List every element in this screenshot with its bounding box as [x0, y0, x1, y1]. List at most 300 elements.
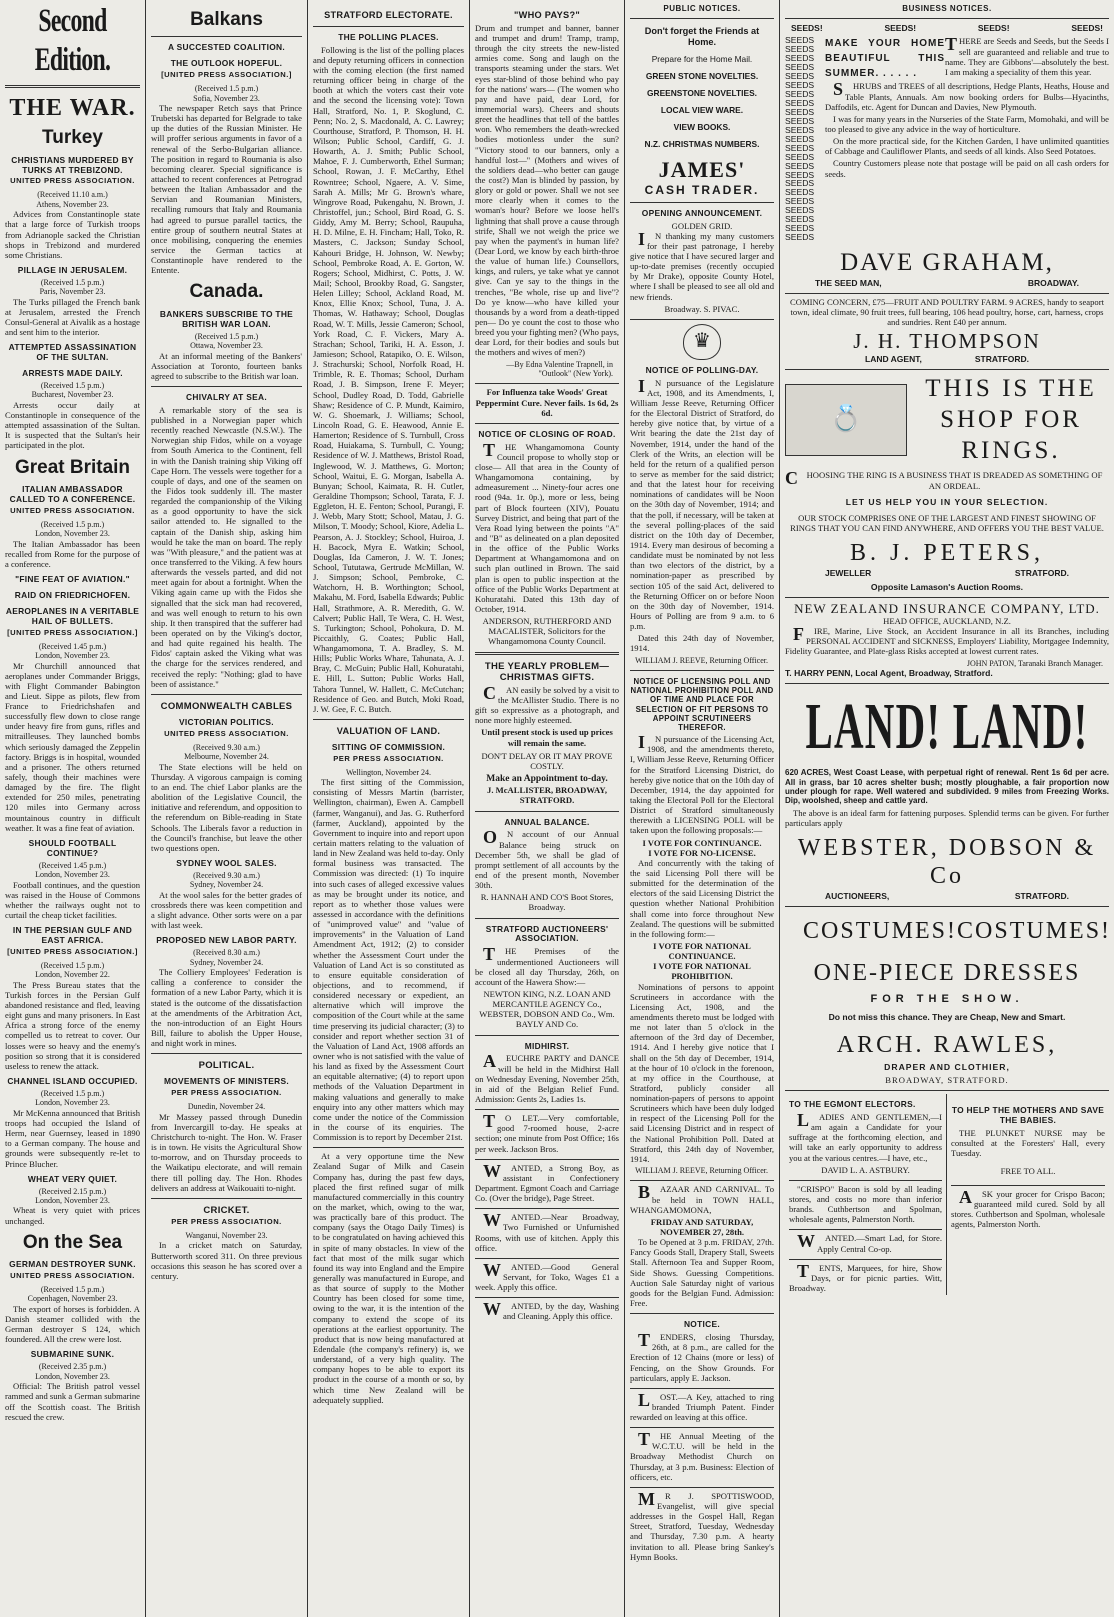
dateline: Sydney, November 24. [189, 957, 264, 967]
source-line: UNITED PRESS ASSOCIATION. [10, 176, 135, 186]
advert-text: DON'T DELAY OR IT MAY PROVE COSTLY. [481, 750, 613, 771]
advert-headline: THIS IS THE [925, 374, 1097, 402]
advertiser-name: B. J. PETERS, [849, 540, 1045, 567]
classified-ad: THE Annual Meeting of the W.C.T.U. will be held in the Broadway Methodist Church on Thursday, at 3 p.m. Business: Election of officers, etc. [630, 1429, 774, 1482]
seeds-repeat-word: SEEDS [785, 205, 815, 216]
small-ads-right [947, 1094, 1109, 1295]
divider [475, 1035, 619, 1036]
seeds-repeat-word: SEEDS [785, 62, 815, 73]
divider [785, 906, 1109, 907]
headline: STRATFORD ELECTORATE. [324, 10, 453, 20]
dateline: London, November 23. [35, 1371, 110, 1381]
headline: ATTEMPTED ASSASSINATION OF THE SULTAN. [8, 342, 137, 363]
headline: SHOULD FOOTBALL CONTINUE? [28, 837, 117, 858]
seeds-repeat-word: SEEDS [785, 124, 815, 135]
notice-signature: WILLIAM J. REEVE, Returning Officer. [635, 655, 768, 665]
received-line: (Received 1.5 p.m.) [194, 331, 259, 341]
advert-headline: RINGS. [961, 437, 1061, 465]
divider [475, 1208, 619, 1209]
dateline: Paris, November 23. [39, 287, 106, 297]
article-text: The first sitting of the Commission, consisting of Messrs Martin (barrister, Wellington, chairman), Ewen A. Campbell (farmer, Wanganui), and Jas. G. Rutherford (farmer, Auckland), appointed by the Government to inquire into and report upon certain matters relating to the valuation of land in New Zealand was held to-day. Only formal business was transacted. The Commission was directed: (1) To inquire into such cases of alleged excessive values as may be brought under its notice, and report as to whether those values were assessed in accordance with the definitions of "unimproved value" and "value of improvements" in the Valuation of Land Amendment Act, 1912; (2) to consider whether the Assessment Court under the Valuation of Land Act is so constituted as to ensure equitable consideration of objections, and to recommend, if considered necessary or expedient, an alternative which will improve the composition of the Court while at the same time preserving its judicial character; (3) to consider and report whether section 31 of the Valuation of Land Act, 1908 affords an owner who is not satisfied with the value of his land as fixed by the Assessment Court an equitable alternative; (4) to report upon methods of the Valuation Department in making valuations and generally to make enquiry into any other matters which may come under the notice of the Commission in the course of its enquiries. The Commission is to report by December 21st. [313, 777, 464, 1143]
notice-text: IN thanking my many customers for their past patronage, I hereby give notice that I have secured larger and up-to-date premises (recently occupied by Mr Drake), opposite County Hotel, where I shall be pleased to see all old and new friends. [630, 228, 774, 302]
advert-headline: ONE-PIECE DRESSES [813, 960, 1081, 987]
dateline: Bucharest, November 23. [31, 390, 114, 400]
divider [630, 202, 774, 203]
dateline: Athens, November 23. [36, 199, 109, 209]
received-line: (Received 8.30 a.m.) [193, 948, 260, 958]
advertiser-location: STRATFORD. [1014, 567, 1069, 578]
received-line: (Received 1.5 p.m.) [40, 1285, 105, 1294]
dateline: London, November 22. [35, 970, 110, 980]
column-header: PUBLIC NOTICES. [663, 4, 741, 13]
source-line: [UNITED PRESS ASSOCIATION.] [7, 627, 138, 637]
dateline: Copenhagen, November 23. [27, 1294, 118, 1304]
costumes-headline [785, 917, 1112, 945]
headline: SYDNEY WOOL SALES. [176, 858, 277, 868]
seeds-repeat-word: SEEDS [785, 196, 815, 207]
advert-text: 620 ACRES, West Coast Lease, with perpetual right of renewal. Rent 1s 6d per acre. All in grass, bar 10 acres shelter bush; mostly ploughable, a fair proportion now under plough for rape. Well watered and subdivided. 9 miles from Freezing Works. Dip, woolshed, sheep and cattle yard. [785, 768, 1109, 806]
article-text: Advices from Constantinople state that a large force of Turkish troops from Adrianople sacked the Christian shops in Trebizond and murdered some Christians. [5, 209, 140, 260]
classified-ad: WANTED.—Smart Lad, for Store. Apply Central Co-op. [797, 1231, 942, 1254]
notice-heading: STRATFORD AUCTIONEERS' ASSOCIATION. [485, 923, 609, 944]
advert-subheadline: FOR THE SHOW. [870, 993, 1024, 1006]
advert-text: For Influenza take Woods' Great Peppermint Cure. Never fails. 1s 6d, 2s 6d. [475, 387, 619, 418]
small-ads-left [785, 1094, 947, 1295]
advertiser-location: HEAD OFFICE, AUCKLAND, N.Z. [883, 615, 1011, 626]
advert-line: LOCAL VIEW WARE. [660, 104, 744, 115]
divider [785, 683, 1109, 684]
notice-list: NEWTON KING, N.Z. LOAN AND MERCANTILE AGENCY Co., WEBSTER, DOBSON AND Co., Wm. BAYLY AND Co. [479, 988, 615, 1030]
notice-date: Dated this 24th day of November, 1914. [630, 633, 774, 654]
notice-heading: MIDHIRST. [524, 1040, 570, 1051]
advertiser-location: BROADWAY. [1027, 277, 1079, 288]
advert-line: VIEW BOOKS. [673, 121, 731, 132]
seeds-header-row [785, 23, 1109, 33]
advert-text: The above is an ideal farm for fattening purposes. Splendid terms can be given. For further particulars apply [785, 807, 1109, 829]
headline: "WHO PAYS?" [513, 10, 581, 20]
advertiser-location: BROADWAY, STRATFORD. [885, 1074, 1009, 1085]
notice-heading: ANNUAL BALANCE. [504, 816, 590, 827]
notice-text: IN pursuance of the Legislature Act, 1908, and its Amendments, I, William Jesse Reeve, Returning Officer for the Electoral District of Stratford, do hereby give notice that, by virtue of a Writ bearing the date the 21st day of November, 1914, under the hand of the Clerk of the Writs, an election will be held for the return of a qualified person to serve as member for the said district; and that the latest hour for receiving nominations of candidates will be Noon on the 30th day of November, 1914; and that the poll, if necessary, will be taken at the several polling-places of the said district on the 10th day of December, 1914. Every man desirous of becoming a candidate must be nominated by not less than two electors of the district, by a nomination-paper as prescribed by section 105 of the said Act, delivered to the Returning Officer on or before Noon on the 30th day of November, 1914. Hours of Polling are from 9 a.m. to 6 p.m. [630, 375, 774, 632]
divider [151, 1198, 302, 1199]
notice-subheading: GOLDEN GRID. [671, 220, 733, 231]
notice-signature: R. HANNAH AND CO'S Boot Stores, Broadway. [480, 892, 614, 913]
article-text: The export of horses is forbidden. A Danish steamer collided with the German destroyer S 124, which foundered. All the crew were lost. [5, 1303, 140, 1345]
advert-signature: T. HARRY PENN, Local Agent, Broadway, Stratford. [785, 667, 993, 678]
headline: "FINE FEAT OF AVIATION." [15, 574, 130, 585]
seeds-repeat-word: SEEDS [785, 80, 815, 91]
divider [785, 293, 1109, 294]
section-cricket: CRICKET. [203, 1204, 250, 1216]
received-line: (Received 1.5 p.m.) [194, 84, 259, 94]
dateline: Wellington, November 24. [345, 767, 432, 777]
divider [785, 369, 1109, 370]
source-line: [UNITED PRESS ASSOCIATION.] [7, 946, 138, 956]
article-text: The Turks pillaged the French bank at Jerusalem, arrested the French Consul-General at Aivalik as a hostage and sent him to the interior. [5, 296, 140, 338]
seeds-repeat-word: SEEDS [785, 106, 815, 117]
home-mail-advert [630, 26, 774, 149]
notice-text: And concurrently with the taking of the said Licensing Poll there will be submitted for the determination of the electors of the said Licensing District the question whether National Prohibition shall come into force throughout New Zealand. The questions will be submitted in the following form:— [630, 857, 774, 939]
divider [475, 1159, 619, 1160]
rings-illustration-icon: 💍 [785, 384, 907, 456]
headline: GERMAN DESTROYER SUNK. [9, 1259, 136, 1270]
seeds-repeat-word: SEEDS [785, 187, 815, 198]
divider [789, 1259, 942, 1260]
notice-heading: TO HELP THE MOTHERS AND SAVE THE BABIES. [951, 1105, 1105, 1126]
advertiser-tagline: JEWELLER [825, 567, 872, 578]
advertiser-address [785, 891, 1109, 901]
divider [630, 319, 774, 320]
subheadline: THE POLLING PLACES. [338, 31, 439, 42]
divider [151, 36, 302, 37]
notice-date: FRIDAY AND SATURDAY, NOVEMBER 27, 28th. [650, 1216, 754, 1238]
section-great-britain: Great Britain [14, 456, 131, 478]
divider [789, 1180, 942, 1181]
ballot-option: I VOTE FOR NO-LICENSE. [648, 847, 756, 858]
advert-text: Country Customers please note that postage will be paid on all cash orders for seeds. [825, 158, 1109, 179]
seeds-repeat-word: SEEDS [785, 44, 815, 55]
advert-text: "CRISPO" Bacon is sold by all leading stores, and costs no more than inferior brands. Cuthbertson and Spolman, wholesale agents, Palmerston North. [789, 1183, 942, 1225]
notice-text: To be Opened at 3 p.m. FRIDAY, 27th. Fancy Goods Stall, Drapery Stall, Sweets Stall. Afternoon Tea and Supper Room, Side Shows. Guessing Competitions. Auction Sale Saturday night of various goods for the Belgian Fund. Admission: Free. [630, 1237, 774, 1309]
notice-text: BAZAAR AND CARNIVAL. To be held in TOWN HALL, WHANGAMOMONA, [630, 1182, 774, 1215]
article-text: The newspaper Retch says that Prince Trubetski has departed for Belgrade to take up the duties of the Russian Minister. He will proffer serious arguments in favor of a renewal of the Serbo-Bulgarian alliance. The position in regard to Roumania is also becoming clearer. Special significance is attached to recent conferences at Petrograd between the Italian Ambassador and the Servian and Roumanian Ministers, recalling rumours that Italy and Roumania had agreed to pursue parallel tactics, the entire group of southern neutral States at once mobilising, conquering the enemies service the German tactics at Constantinople have rendered to the Entente. [151, 103, 302, 276]
divider [5, 85, 140, 88]
advert-text: I was for many years in the Nurseries of the State Farm, Momohaki, and will be too pleased to give any advice in the way of horticulture. [825, 113, 1109, 135]
advert-text: Until present stock is used up prices will remain the same. [481, 727, 613, 748]
advert-text: Do not miss this chance. They are Cheap, New and Smart. [828, 1012, 1066, 1023]
headline: MOVEMENTS OF MINISTERS. [163, 1076, 290, 1087]
headline: A SUCCESTED COALITION. [167, 42, 286, 53]
advert-text: COMING CONCERN, £75—FRUIT AND POULTRY FARM. 9 ACRES, handy to seaport town, ideal climate, 90 fruit trees, full bearing, 106 head poultry, horse, cart, harness, crops and sundries. Rent £40 per annum. [790, 296, 1104, 327]
advertiser-name: WEBSTER, DOBSON & Co [797, 835, 1097, 890]
classified-ad: WANTED.—Good General Servant, for Toko, Wages £1 a week. Apply this office. [475, 1259, 619, 1293]
divider [313, 719, 464, 720]
dateline: Melbourne, November 24. [184, 752, 269, 762]
advertiser-tagline: DRAPER AND CLOTHIER, [884, 1061, 1010, 1072]
seeds-repeat-word: SEEDS [785, 142, 815, 153]
notice-text: THE PLUNKET NURSE may be consulted at the Foresters' Hall, every Tuesday. [951, 1127, 1105, 1159]
column-electorate [308, 0, 470, 1617]
classified-ad: MR J. SPOTTISWOOD, Evangelist, will give special addresses in the Gospel Hall, Regan Street, Stratford, Tuesday, Wednesday and Thursday, 7.30 p.m. A hearty invitation to all. Please bring Sankey's Hymn Books. [630, 1488, 774, 1562]
divider [630, 1313, 774, 1314]
seeds-advert-body [821, 36, 1109, 242]
seeds-repeat-word: SEEDS [785, 53, 815, 64]
notice-text: AEUCHRE PARTY and DANCE will be held in the Midhirst Hall on Wednesday Evening, November 25th, in aid of the Belgian Relief Fund. Admission: Gents 2s, Ladies 1s. [475, 1051, 619, 1104]
divider [630, 1388, 774, 1389]
section-canada: Canada. [189, 281, 264, 303]
advertiser-tagline: THE SEED MAN, [815, 277, 882, 288]
received-line: (Received 1.5 p.m.) [40, 1088, 105, 1098]
dateline: Sydney, November 24. [189, 880, 264, 890]
divider [630, 1180, 774, 1181]
subheadline: RAID ON FRIEDRICHOFEN. [14, 589, 131, 600]
notice-signature: Broadway. S. PIVAC. [664, 303, 740, 314]
advertiser-address [785, 568, 1109, 578]
advertiser-tagline: CASH TRADER. [644, 182, 760, 197]
divider [630, 1427, 774, 1428]
ballot-option: I VOTE FOR CONTINUANCE. [642, 837, 762, 848]
dateline: Dunedin, November 24. [187, 1102, 266, 1112]
notice-heading: OPENING ANNOUNCEMENT. [641, 207, 763, 218]
advert-signature: JOHN PATON, Taranaki Branch Manager. [966, 658, 1103, 668]
advert-headline: COSTUMES! [803, 917, 958, 944]
article-text: A remarkable story of the sea is published in a Norwegian paper which recently reached Newcastle (N.S.W.). The Norwegian ship Fidos, while on a voyage from South America to the Continent, fell in with the Danish training ship Viking off Cape Horn. The vessels were together for a couple of days, and one of the seamen on the Fidos took suddenly ill. The master regarded the companionship of the Viking as a good opportunity to have the sick sailor attended to. He signalled to the captain of the Danish ship, asking him would he take the man on board. The reply was "With pleasure," and the patient was at once transferred to the Viking. A few hours afterwards the vessels parted, and did not meet again for about a fortnight. When the Viking again came up with the Fidos she signalled that the sick man had recovered, and was well enough to return to his own ship. It then transpired that the sufferer had been operated on by the Viking's doctor, and had quite regained his health. The Fidos' captain asked the Viking what was the charge for the services rendered, and received the reply: "Nothing; glad to have been of assistance." [151, 404, 302, 689]
column-poem-notices [470, 0, 625, 1617]
advert-headline: SHOP FOR [940, 405, 1082, 433]
received-line: (Received 9.30 a.m.) [193, 870, 260, 880]
seeds-header: SEEDS! [1071, 23, 1103, 34]
headline: IN THE PERSIAN GULF AND EAST AFRICA. [12, 925, 133, 946]
article-text: Official: The British patrol vessel rammed and sunk a German submarine off the Scottish coast. The British rescued the crew. [5, 1381, 140, 1422]
subheadline: VICTORIAN POLITICS. [179, 717, 274, 727]
dateline: Wanganui, November 23. [185, 1231, 268, 1241]
seeds-repeat-word: SEEDS [785, 89, 815, 100]
divider [151, 1053, 302, 1054]
article-text: At a very opportune time the New Zealand Sugar of Milk and Casein Company has, during the past few days, placed the first refined sugar of milk manufactured commercially in this country on the market, which, owing to the war, was practically bare of this product. The company (says the Otago Daily Times) is to be congratulated on having achieved this in spite of many obstacles. In view of the fact that most of the milk sugar which found its way into England and the Empire generally was manufactured in Europe, and as that source of supply to the Mother Country has been closed for some time, owing to the war, it is the intention of the company to extend the scope of its operations at the earliest opportunity. The product that is now being manufactured at Edendale (the company's refinery) is, we understand, of a very high quality. The company hopes to be able to export its product in the course of a month or so, by which time New Zealand will be adequately supplied. [313, 1151, 464, 1405]
seeds-repeat-word: SEEDS [785, 98, 815, 109]
advertiser-address [785, 354, 1109, 364]
received-line: (Received 1.5 p.m.) [40, 960, 105, 970]
notice-text: ON account of our Annual Balance being struck on December 5th, we shall be glad of prompt settlement of all accounts by the end of the present month, November 30th. [475, 827, 619, 891]
article-text: Mr Churchill announced that aeroplanes under Commander Briggs, with Flight Commander Babington and Lieut. Sippe as pilots, flew from France to Friedrichshafen and successfully flew down to close range under heavy fire from guns, rifles and mitrailleuses. They launched bombs which seriously damaged the Zeppelin factory. Briggs is in hospital, wounded and a prisoner. The others returned safely, though their machines were damaged by the fire. The flight extended for 250 miles, penetrating 120 miles into Germany across mountainous country in difficult weather. It was a fine feat of aviation. [5, 660, 140, 833]
advert-slogan: MAKE YOUR HOME BEAUTIFUL THIS SUMMER. . . . . . [825, 38, 945, 80]
received-line: (Received 11.10 a.m.) [37, 190, 108, 200]
subheadline: ARRESTS MADE DAILY. [22, 368, 123, 379]
notice-text: THE Whangamomona County Council propose to wholly stop or close— All that area in the County of Whangamomona containing, by admeasurement ... Ninety-four acres one rood (94a. 1r. 0p.), more or less, being part of Block fourteen (XIV), Pouatu Survey District, and being that part of the Vera Road lying between the points "A" and "B" as delineated on a plan deposited in the office of the Public Works Department at Whangamomona and on such plan outlined in Brown. The said plan is open to public inspection at the office of the Public Works Department at Kohuratahi. Dated this 13th day of October, 1914. [475, 439, 619, 614]
headline: COMMONWEALTH CABLES [160, 700, 293, 712]
notice-heading: NOTICE. [683, 1319, 721, 1330]
article-text: The State elections will be held on Thursday. A vigorous campaign is coming to an end. The chief Labor planks are the abolition of the Legislative Council, the initiative and referendum, and opposition to the referendum on Bible-reading in State Schools. The Liberals favor a reduction in the Council's franchise, but leave the other two questions open. [151, 761, 302, 853]
advert-text: LET US HELP YOU IN YOUR SELECTION. [845, 496, 1049, 507]
advertiser-name: DAVE GRAHAM, [840, 249, 1054, 277]
divider [785, 18, 1109, 19]
received-line: (Received 9.30 a.m.) [193, 742, 260, 752]
source-line: UNITED PRESS ASSOCIATION. [164, 728, 289, 738]
advert-text: On the more practical side, for the Kitchen Garden, I have unlimited quantities of Cabbage and Cauliflower Plants, and seeds of all kinds. Also Seed Potatoes. [825, 136, 1109, 157]
advert-text: SHRUBS and TREES of all descriptions, Hedge Plants, Heaths, House and Table Plants, Annuals. Am now booking orders for Bulbs—Hyacinths, Daffodils, etc. Agent for Duncan and Davies, New Plymouth. [825, 79, 1109, 112]
divider [630, 1487, 774, 1488]
section-on-the-sea: On the Sea [22, 1231, 123, 1253]
article-text: Arrests occur daily at Constantinople in consequence of the attempted assassination of the Sultan. It is suspected that the Sultan's heir participated in the plot. [5, 399, 140, 451]
advert-line: Prepare for the Home Mail. [651, 54, 753, 65]
notice-signature: DAVID L. A. ASTBURY. [821, 1164, 910, 1175]
source-line: UNITED PRESS ASSOCIATION. [10, 1271, 135, 1281]
article-text: The Press Bureau states that the Turkish forces in the Persian Gulf abandoned resistance and fled, leaving eight guns and many prisoners. In East Africa a strong force of the enemy compelled us to retreat to cover. Our losses were so heavy and the enemy's position so strong that it is considered useless to renew the attack. [5, 979, 140, 1071]
headline: PILLAGE IN JERUSALEM. [17, 264, 128, 275]
divider [630, 18, 774, 19]
headline: ITALIAN AMBASSADOR CALLED TO A CONFERENCE. [9, 483, 136, 504]
divider [475, 423, 619, 424]
notice-heading: NOTICE OF POLLING-DAY. [645, 364, 759, 375]
seeds-advert [785, 36, 1109, 242]
classified-ad: TO LET.—Very comfortable, good 7-roomed house, 2-acre section; one minute from Post Office; 16s per week. Jackson Bros. [475, 1111, 619, 1154]
notice-signature: WILLIAM J. REEVE, Returning Officer. [635, 1166, 768, 1176]
classified-ad: LOST.—A Key, attached to ring branded Triumph Patent. Finder rewarded on leaving at this office. [630, 1389, 774, 1423]
headline: SUBMARINE SUNK. [30, 1349, 115, 1360]
advert-text: Opposite Lamason's Auction Rooms. [870, 581, 1024, 592]
dateline: Ottawa, November 23. [190, 341, 263, 351]
advertiser-tagline: LAND AGENT, [865, 353, 922, 364]
received-line: (Received 2.15 p.m.) [38, 1186, 107, 1196]
notice-heading: NOTICE OF LICENSING POLL AND NATIONAL PROHIBITION POLL AND OF TIME AND PLACE FOR SELECTION OF FIT PERSONS TO APPOINT SCRUTINEERS THEREFOR. [630, 677, 774, 732]
column-public-notices [625, 0, 780, 1617]
notice-heading: NOTICE OF CLOSING OF ROAD. [478, 428, 616, 439]
classified-ad: WANTED, a Strong Boy, as assistant in Confectionery Department. Egmont Coach and Carriage Co. (Over the bridge), Page Street. [475, 1160, 619, 1204]
subheadline: AEROPLANES IN A VERITABLE HAIL OF BULLETS. [5, 605, 140, 626]
divider [789, 1229, 942, 1230]
dateline: London, November 23. [35, 1098, 110, 1108]
divider [785, 597, 1109, 598]
received-line: (Received 1.45 p.m.) [38, 860, 107, 870]
seeds-repeat-word: SEEDS [785, 151, 815, 162]
section-balkans: Balkans [190, 9, 263, 30]
advert-line: GREEN STONE NOVELTIES. [645, 71, 759, 82]
divider [630, 670, 774, 671]
advert-line: GREENSTONE NOVELTIES. [647, 87, 757, 98]
war-heading: THE WAR. [9, 94, 136, 121]
seeds-repeat-word: SEEDS [785, 214, 815, 225]
dateline: London, November 23. [35, 651, 110, 661]
coat-of-arms-icon: ♛ [683, 324, 721, 360]
article-text: The Italian Ambassador has been recalled from Rome for the purpose of a conference. [5, 538, 140, 569]
received-line: (Received 1.5 p.m.) [40, 277, 105, 287]
advertiser-name: ARCH. RAWLES, [836, 1031, 1058, 1058]
dateline: London, November 23. [35, 1196, 110, 1206]
advert-line: Don't forget the Friends at Home. [644, 26, 760, 48]
article-text: Following is the list of the polling places and deputy returning officers in connection with the coming election (the first named returning officer being in charge of the booth at which the voters cast their vote and the second the licensing vote): Town Hall, Stratford, No. 1, P. Skoglund, C. Penn; No. 2, S. Macdonald, A. C. Lawrey; Courthouse, Stratford, P. Thomson, H. H. Wilson; Public School, Cardiff, G. J. Howarth, A. J. Smith; Public School, Mahoe, F. J. Cumberworth, Ethel Surman; School, Rowan, J. F. McCarthy, Ethel Rowntree; School, Ngaere, A. V. Sime, Sarah A. Mills; Mr G. Brown's whare, Wingrove Road, Pukengahu, N. Brown, J. Christoffel, jun.; School, Bird Road, G. S. Giddy, Amy M. Berry; School, Raupuha, H. D. Milne, E. H. Fincham; Hall, Toko, R. Masters, C. Jackson; Sunday School, Kahouri Bridge, H. Johnson, W. Newby; School, Pembroke Road, A. E. Gorton, W. Rogers; School, Midhirst, C. Potts, J. W. Mail; School, Brookby Road, G. Sangster, Helen Lilley; School, Ackland Road, M. Knox, Ellie Knox; School, Tuna, J. A. Thomas, W. Hathaway; School, Douglas Road, W. T. Mills, Jessie Cameron; School, York Road, C. F. Vickers, Mary A. Strachan; School, Tariki, H. A. Esson, J. Jamieson; School, Ratapiko, O. E. Wilson, J. Strachurski; School, Norfolk Road, H. Trimble, R. E. Thomas; School, Durham Road, J. B. Simpson, Irene F. Meyer; School, Dudley Road, D. Todd, Gabrielle Shaw; Residence of C. P. Mundt, Kaimiro, W. G. Shoemark, J. Williams; School, Lincoln Road, G. E. Heawood, Annie E. Hamerton; Residence of S. Turnbull, Cross Road, Huiakama, S. Turnbull, C. Young; Residence of W. J. Matthews, Bristol Road, Inglewood, W. J. Matthews, G. Morton; School, Waitui, E. G. Morgan, Isabella A. Bunyan; School, Kaimata, R. H. Cutler, Geraldine Thompson; School, Tarata, F. J. Eggleton, H. E. Fenton; School, Purangi, F. J. Webb, Mary Stott; School, Matau, J. G. Milson, T. Moody; School, Kiore, Adelia L. Pearson, A. J. Stockley; School, Huiroa, J. H. Bacock, Myra E. Watkin; School, Douglas, Ida Cameron, J. W. T. Jones; School, Tututawa, Gertrude McMillan, W. J. Simpson; School, Pembroke, C. Watchorn, H. B. Worthington; School, Makahu, M. Ford, Isabella Edwards; Public Hall, Strathmore, A. R. Meredith, G. W. Calvert; Public Hall, Te Wera, C. H. West, S. Turkington; School, Pohokura, D. M. Piccaithly, G. Coates; Public Hall, Whangamomona, T. A. Bradley, S. M. Hills; Public Works Whare, Tahunata, A. J. Bray, C. McGuin; Public Hall, Kohuratahi, E. Hill, L. Sutton; Public Works Hall, Tahora Tunnel, W. Hallett, C. McCutchan; Residence of Geo. and Butch, Moki Road, J. W. Gee, F. C. Butch. [313, 44, 464, 714]
divider [313, 26, 464, 27]
notice-text: IN pursuance of the Licensing Act, 1908, and the amendments thereto, I, William Jesse Reeve, Returning Officer for the Stratford Licensing District, do hereby give notice that on the 10th day of December, 1914, the day appointed for taking the Electoral Poll for the Electoral District of Stratford simultaneously therewith a LICENSING POLL will be taken upon the following proposals:— [630, 732, 774, 836]
notice-text: FREE TO ALL. [1000, 1166, 1056, 1177]
advert-text: ASK your grocer for Crispo Bacon; guaranteed mild cured. Sold by all stores. Cuthbertson and Spolman, wholesale agents, Palmerston North. [951, 1186, 1105, 1229]
headline: VALUATION OF LAND. [336, 726, 441, 737]
subheadline: SITTING OF COMMISSION. [331, 741, 446, 752]
source-line: [UNITED PRESS ASSOCIATION.] [161, 70, 292, 80]
seeds-repeat-word: SEEDS [785, 232, 815, 243]
advert-text: CHOOSING THE RING IS A BUSINESS THAT IS DREADED AS SOMETHING OF AN ORDEAL. [785, 468, 1103, 491]
seeds-repeat-word: SEEDS [785, 223, 815, 234]
seeds-repeat-word: SEEDS [785, 35, 815, 46]
article-text: In a cricket match on Saturday, Butterworth scored 311. On three previous occasions this season he has scored over a century. [151, 1240, 302, 1281]
poem-text: Drum and trumpet and banner, banner and trumpet and drum! Tramp, tramp, through the city streets the new-listed armies come. Song and laugh on the transports steaming under the stars. Wet eyes star-blind of those behind who pay for the nations' wars— (The women who pay and have paid, dear Lord, for immemorial wars). Cheers and shouts greet the headlines that tell of the battles won. Who remembers the death-wrecked bodies motionless under the sun? "Victory stood to our banners, only a handful lost—" (Mothers and wives of the soldiers dead—who better can gauge the cost?) Man is blinded by passion, by glory or gold or power. Shall we not see more clearly when it comes to the woman's hour? Before we loose hell's lightning that shall prove a cause through strife, Shall we not weigh the price we pay when the payment's in human life? (Dear Lord, we know by each birth-throe the value of human life.) Counsellors, kings, and rulers, ye take what ye cannot give. Can ye say to the things in the trenches, "Be whole, rise up and live"? Do ye know—who have killed your thousands by a word from a death-tipped pen— Do ye count the cost to those who breed you your fighting men? (Who pays, dear Lord, for their bodies and souls but the mothers and wives of men?) [475, 22, 619, 358]
advert-heading: THE YEARLY PROBLEM— CHRISTMAS GIFTS. [484, 660, 610, 683]
ballot-option: I VOTE FOR NATIONAL PROHIBITION. [653, 961, 751, 982]
dateline: Sofia, November 23. [193, 93, 260, 103]
divider [475, 383, 619, 384]
source-line: UNITED PRESS ASSOCIATION. [10, 505, 135, 515]
headline: PROPOSED NEW LABOR PARTY. [156, 935, 297, 946]
notice-heading: TO THE EGMONT ELECTORS. [789, 1099, 916, 1110]
section-turkey: Turkey [42, 127, 103, 149]
advertiser-location: STRATFORD. [974, 353, 1029, 364]
land-advert-headline: LAND! LAND! [805, 690, 1089, 764]
column-header: BUSINESS NOTICES. [902, 4, 992, 13]
divider [475, 811, 619, 812]
headline: CHRISTIANS MURDERED BY TURKS AT TREBIZOND. [11, 154, 134, 175]
notice-text: THE Premises of the undermentioned Auctioneers will be closed all day Thursday, 26th, on account of the Hawera Show:— [475, 944, 619, 987]
advert-text: FIRE, Marine, Live Stock, an Accident Insurance in all its Branches, including PERSONAL ACCIDENT and SICKNESS, Employers' Liability, Mortgagee Indemnity, Fidelity Guarantee, and Plate-glass Risks accepted at lowest current rates. [785, 624, 1109, 657]
divider [785, 1090, 1109, 1091]
article-text: Football continues, and the question was raised in the House of Commons whether the railways ought not to curtail the cheap ticket facilities. [5, 879, 140, 920]
advert-headline: COSTUMES! [957, 917, 1112, 944]
advertiser-tagline: AUCTIONEERS, [825, 890, 890, 901]
column-war-news [0, 0, 146, 1617]
advertiser-address [785, 278, 1109, 288]
source-line: PER PRESS ASSOCIATION. [171, 1088, 282, 1098]
advertiser-name: J. H. THOMPSON [853, 328, 1041, 353]
seeds-repeat-word: SEEDS [785, 169, 815, 180]
divider [475, 1258, 619, 1259]
seeds-repeat-word: SEEDS [785, 71, 815, 82]
advert-text: Make an Appointment to-day. [486, 774, 608, 785]
article-text: Mr Massey passed through Dunedin from Invercargill to-day. He speaks at Christchurch to-night. The Hon. W. Fraser is in town. He visits the Agricultural Show to-morrow, and on Thursday proceeds to the Waikatipu electorate, and will remain there till polling day. The Hon. Rhodes delivers an address at Waikouaiti to-night. [151, 1111, 302, 1193]
ballot-option: I VOTE FOR NATIONAL CONTINUANCE. [653, 940, 751, 962]
seeds-header: SEEDS! [977, 23, 1010, 34]
seeds-header: SEEDS! [884, 23, 917, 34]
divider [475, 1109, 619, 1110]
divider [151, 694, 302, 695]
source-line: PER PRESS ASSOCIATION. [171, 1217, 282, 1227]
article-text: The Colliery Employees' Federation is calling a conference to consider the formation of a new Labor Party, which it is stated is the outcome of the dissatisfaction at the amendments of the Arbitration Act, the non-introduction of an Eight Hours Bill, failure to abolish the Upper House, and night work in mines. [151, 967, 302, 1049]
classified-ad: WANTED.—Near Broadway, Two Furnished or Unfurnished Rooms, with use of kitchen. Apply this office. [475, 1210, 619, 1253]
article-text: At an informal meeting of the Bankers' Association at Toronto, fourteen banks agreed to subscribe to the British war loan. [151, 350, 302, 381]
rings-advert-header [785, 373, 1109, 467]
divider [475, 1297, 619, 1298]
advert-text: CAN easily be solved by a visit to the McAllister Studio. There is no gift so expressive as a photograph, and none more highly esteemed. [475, 682, 619, 726]
small-ads [785, 1094, 1109, 1295]
headline: CHANNEL ISLAND OCCUPIED. [7, 1076, 138, 1087]
headline: CHIVALRY AT SEA. [186, 391, 267, 402]
dateline: London, November 23. [35, 870, 110, 880]
received-line: (Received 1.5 p.m.) [40, 381, 105, 390]
seeds-repeat-word: SEEDS [785, 178, 815, 189]
article-text: At the wool sales for the better grades of crossbreds there was keen competition and a slight advance. Other sorts were on a par with last week. [151, 889, 302, 931]
classified-ad: TENDERS, closing Thursday, 26th, at 8 p.m., are called for the Erection of 12 Chains (more or less) of Fencing, on the Show Grounds. For particulars, apply E. Jackson. [630, 1330, 774, 1383]
article-text: Wheat is very quiet with prices unchanged. [5, 1205, 140, 1226]
received-line: (Received 2.35 p.m.) [38, 1362, 107, 1372]
headline: WHEAT VERY QUIET. [27, 1173, 118, 1184]
poem-author: —By Edna Valentine Trapnell, in "Outlook" (New York). [506, 359, 613, 378]
dateline: London, November 23. [35, 529, 110, 539]
divider [475, 918, 619, 919]
seeds-repeat-word: SEEDS [785, 133, 815, 144]
column-business-notices [780, 0, 1114, 1617]
source-line: PER PRESS ASSOCIATION. [333, 753, 444, 763]
article-text: Mr McKenna announced that British troops had occupied the Island of Herm, near Guernsey, leased in 1890 to a German company. The house and grounds were subsequently re-let to Prince Blucher. [5, 1107, 140, 1169]
advertiser-name: NEW ZEALAND INSURANCE COMPANY, LTD. [794, 600, 1100, 616]
notice-signature: ANDERSON, RUTHERFORD AND MACALISTER, Solicitors for the Whangamomona County Council. [482, 616, 612, 647]
classified-ad: TENTS, Marquees, for hire, Show Days, or for picnic parties. Witt, Broadway. [789, 1260, 942, 1293]
advert-text: OUR STOCK COMPRISES ONE OF THE LARGEST AND FINEST SHOWING OF RINGS THAT YOU CAN FIND ANYWHERE, AND OFFERS YOU THE BEST VALUE. [790, 512, 1104, 534]
divider [151, 386, 302, 387]
received-line: (Received 1.45 p.m.) [38, 641, 107, 651]
advert-signature: J. McALLISTER, BROADWAY, STRATFORD. [487, 785, 607, 806]
advertiser-name: JAMES' [658, 156, 746, 182]
advert-text: THERE are Seeds and Seeds, but the Seeds I sell are guaranteed and reliable and true to name. They are Gibbons'—absolutely the best. I am making a speciality of them this year. [945, 34, 1109, 77]
advertiser-location: STRATFORD. [1014, 890, 1069, 901]
edition-title: Second Edition. [34, 3, 111, 78]
received-line: (Received 1.5 p.m.) [40, 519, 105, 529]
classified-ad: WANTED, by the day, Washing and Cleaning. Apply this office. [483, 1299, 619, 1322]
column-cables [146, 0, 308, 1617]
seeds-repeat-word: SEEDS [785, 160, 815, 171]
notice-text: Nominations of persons to appoint Scrutineers in accordance with the Licensing Act, 1908, and the amendments thereto must be lodged with me not later than 5 o'clock in the afternoon of the 3rd day of December, 1914. And I hereby give notice that I shall on the 5th day of December, 1914, at the hour of 10 o'clock in the forenoon, at my office in the Courthouse, at Stratford, publicly consider all nomination-papers of persons to appoint Scrutineers which have been duly lodged in respect of the Licensing Poll for the said Licensing District and in respect of the National Prohibition Poll. Dated at Stratford, this 24th day of November, 1914. [630, 981, 774, 1164]
section-political: POLITICAL. [198, 1060, 255, 1072]
seeds-header: SEEDS! [791, 23, 823, 34]
headline: BANKERS SUBSCRIBE TO THE BRITISH WAR LOAN. [159, 308, 294, 329]
seeds-repeat-column [785, 36, 821, 242]
subheadline: THE OUTLOOK HOPEFUL. [170, 58, 283, 69]
